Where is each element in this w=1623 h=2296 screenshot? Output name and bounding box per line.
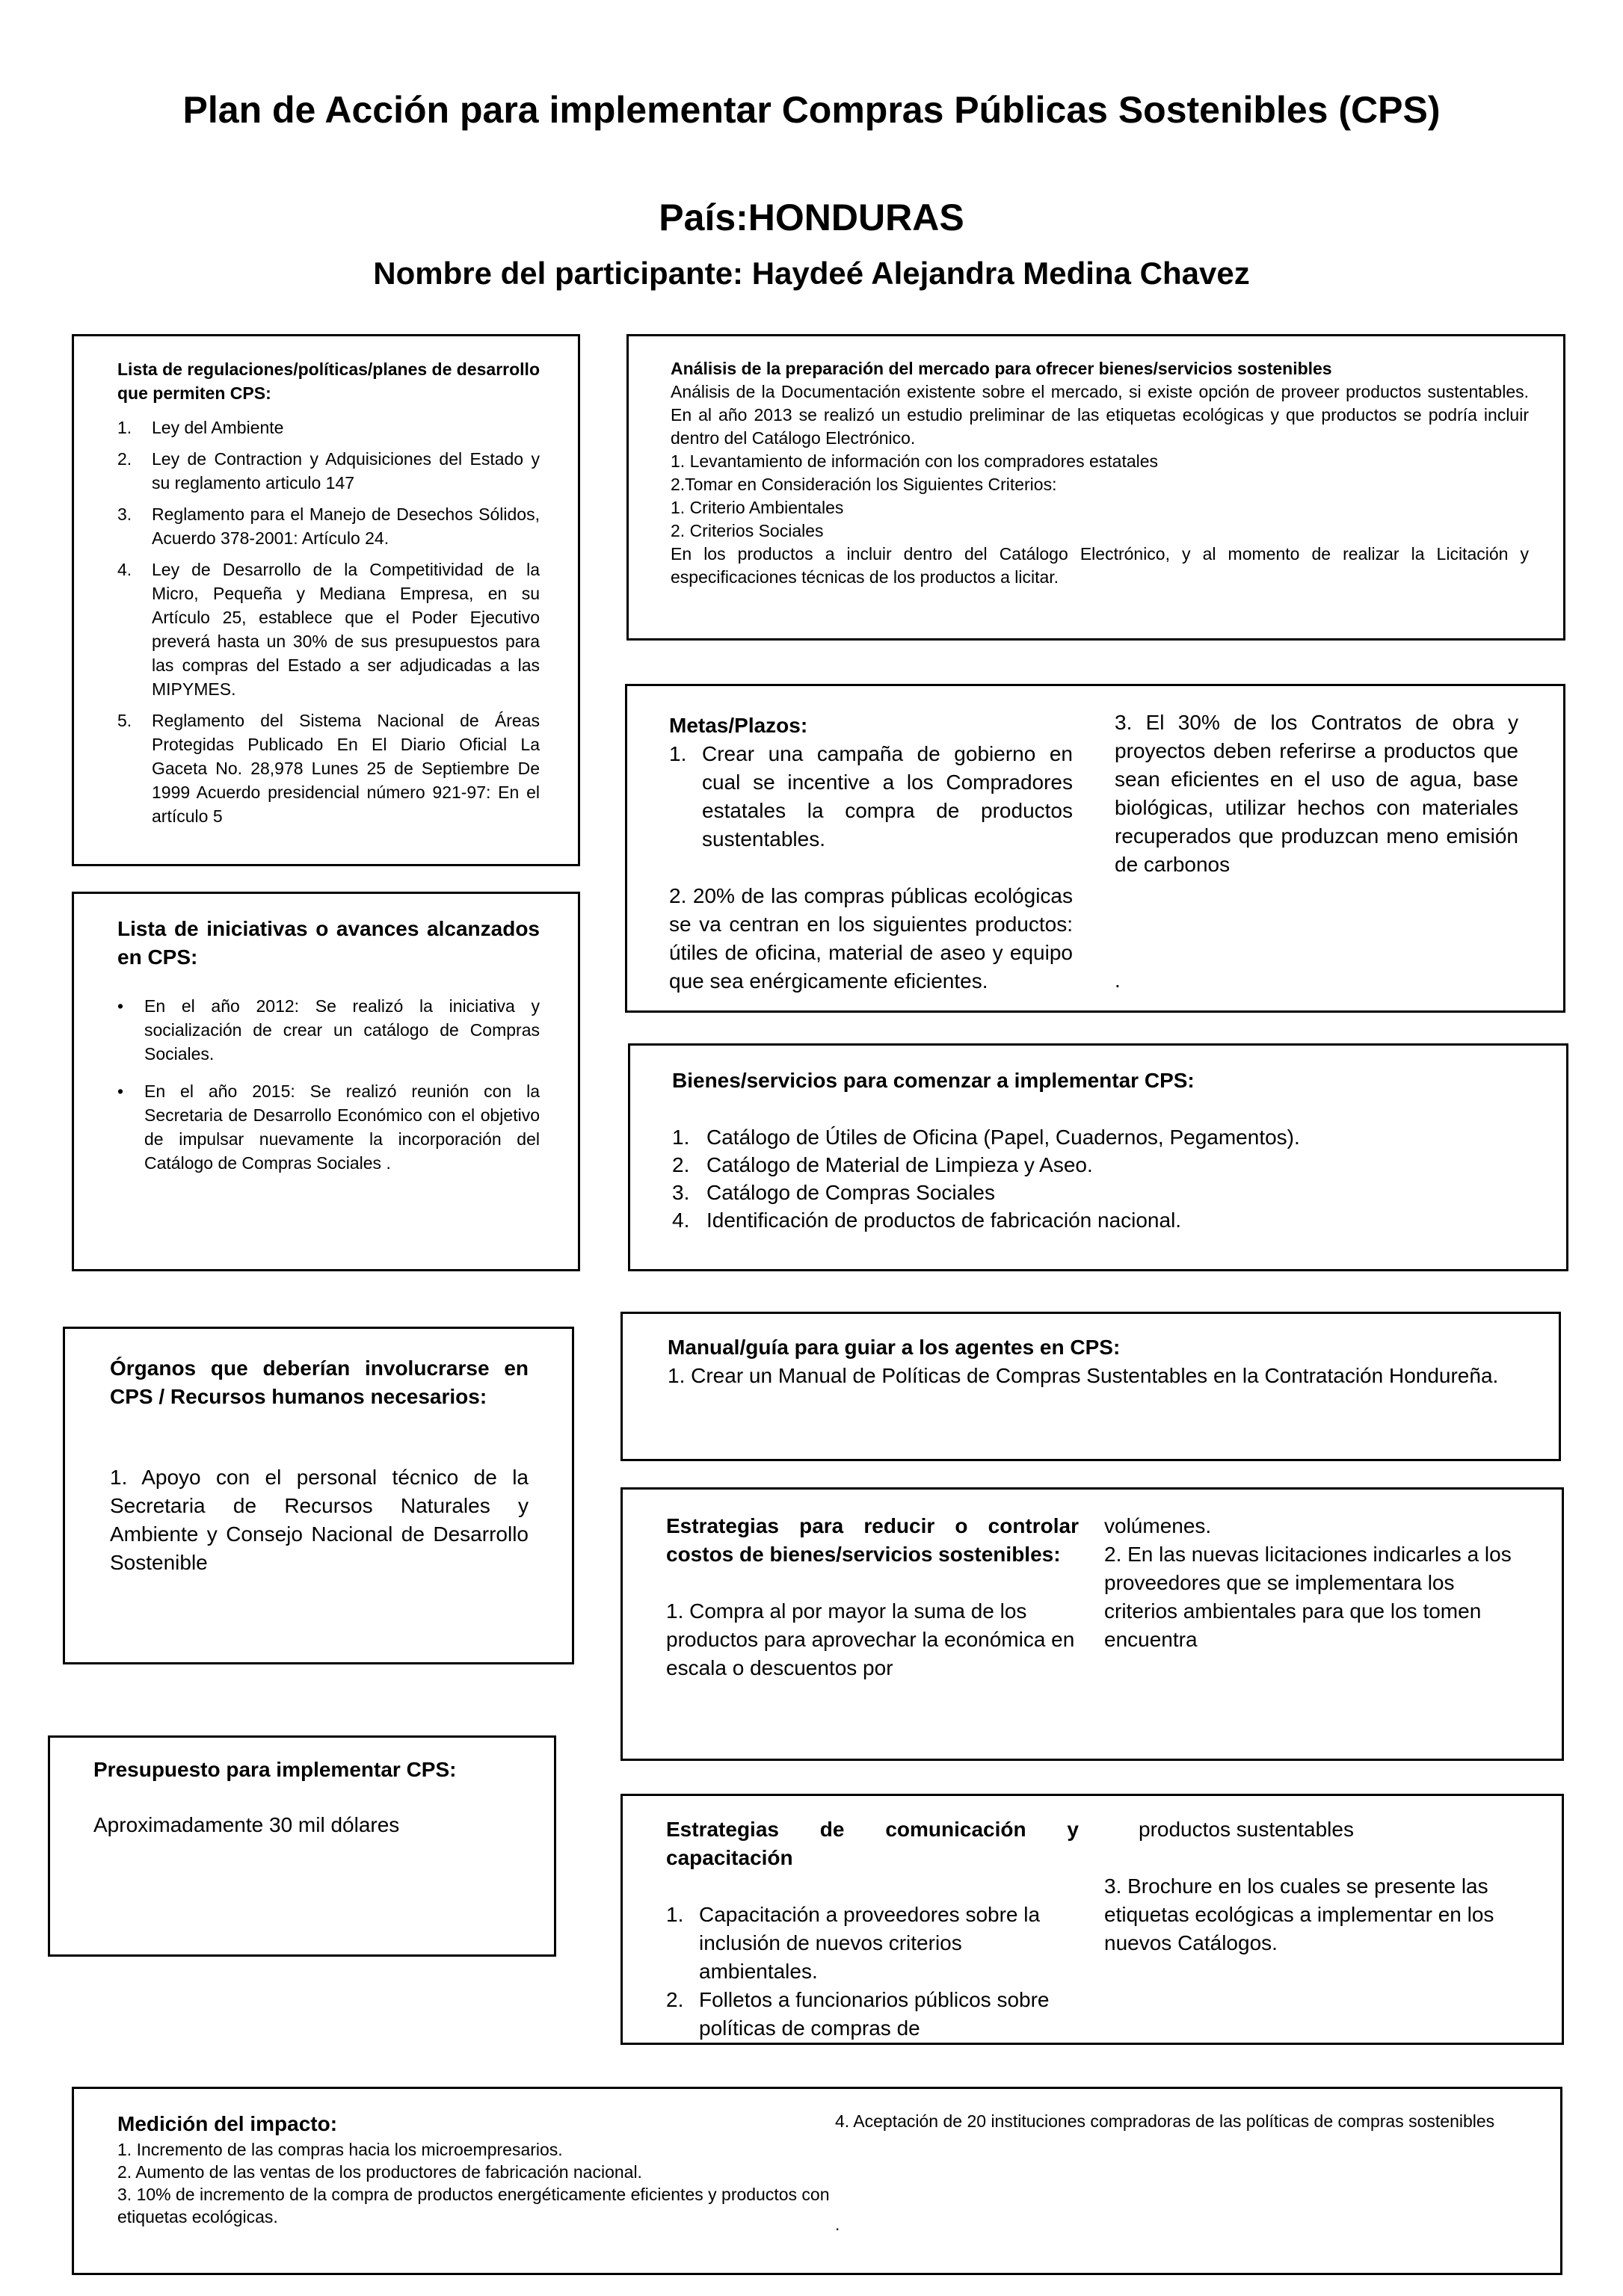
medicion-line-2: 2. Aumento de las ventas de los productores de fabricación nacional. <box>117 2162 642 2182</box>
bienes-box <box>628 1043 1568 1271</box>
iniciativas-box <box>72 892 580 1271</box>
list-item: 4. Identificación de productos de fabricación nacional. <box>672 1209 1182 1232</box>
manual-heading: Manual/guía para guiar a los agentes en CPS: <box>668 1336 1121 1359</box>
comunicacion-right-2: 3. Brochure en los cuales se presente las etiquetas ecológicas a implementar en los nuevos Catálogos. <box>1104 1874 1494 1954</box>
organos-box <box>63 1327 574 1664</box>
analisis-paragraph: Análisis de la Documentación existente sobre el mercado, si existe opción de proveer productos sustentables. En al año 2013 se realizó un estudio preliminar de las etiquetas ecológicas y que productos se podría incluir dentro del Catálogo Electrónico. <box>671 382 1529 448</box>
analisis-closing: En los productos a incluir dentro del Catálogo Electrónico, y al momento de realizar la Licitación y especificaciones técnicas de los productos a licitar. <box>671 544 1529 587</box>
regulaciones-list <box>117 416 540 828</box>
list-item: 2. Catálogo de Material de Limpieza y Aseo. <box>672 1153 1093 1176</box>
participant-heading: Nombre del participante: Haydeé Alejandra Medina Chavez <box>373 256 1250 291</box>
medicion-dot: . <box>835 2215 840 2234</box>
analisis-heading: Análisis de la preparación del mercado para ofrecer bienes/servicios sostenibles <box>671 359 1332 378</box>
list-item: 5. Reglamento del Sistema Nacional de Áreas Protegidas Publicado En El Diario Oficial La Gaceta No. 28,978 Lunes 25 de Septiembre De 1999 Acuerdo presidencial número 921-97: En el artículo 5 <box>117 711 540 826</box>
medicion-line-3: 3. 10% de incremento de la compra de productos energéticamente eficientes y productos con etiquetas ecológicas. <box>117 2185 830 2226</box>
comunicacion-box <box>620 1794 1564 2045</box>
manual-body: 1. Crear un Manual de Políticas de Compras Sustentables en la Contratación Hondureña. <box>668 1364 1499 1387</box>
list-item: 2. Ley de Contraction y Adquisiciones del Estado y su reglamento articulo 147 <box>117 449 540 493</box>
metas-box <box>625 684 1565 1013</box>
estrategias-costos-heading: Estrategias para reducir o controlar costos de bienes/servicios sostenibles: <box>666 1514 1079 1566</box>
metas-item-3: 3. El 30% de los Contratos de obra y proyectos deben referirse a productos que sean eficientes en el uso de agua, base biológicas, utilizar hechos con materiales recuperados que produzcan meno emisión de carbonos <box>1115 711 1518 876</box>
comunicacion-list <box>666 1901 1079 2043</box>
presupuesto-box <box>48 1735 556 1957</box>
list-item: 4. Ley de Desarrollo de la Competitividad de la Micro, Pequeña y Mediana Empresa, en su Artículo 25, establece que el Poder Ejecutivo preverá hasta un 30% de sus presupuestos para las compras del Estado a ser adjudicadas a las MIPYMES. <box>117 560 540 699</box>
country-heading: País:HONDURAS <box>659 197 964 238</box>
analisis-line-3: 1. Criterio Ambientales <box>671 498 844 517</box>
list-item: 1. Ley del Ambiente <box>117 418 284 437</box>
metas-item-2: 2. 20% de las compras públicas ecológicas se va centran en los siguientes productos: útiles de oficina, material de aseo y equipo que sea enérgicamente eficientes. <box>669 884 1073 993</box>
metas-item-1: 1. Crear una campaña de gobierno en cual se incentive a los Compradores estatales la compra de productos sustentables. <box>669 742 1073 851</box>
manual-box <box>620 1312 1561 1461</box>
analisis-line-2: 2.Tomar en Consideración los Siguientes Criterios: <box>671 475 1057 494</box>
comunicacion-right-1: productos sustentables <box>1139 1818 1354 1841</box>
list-item: • En el año 2015: Se realizó reunión con la Secretaria de Desarrollo Económico con el objetivo de impulsar nuevamente la incorporación del Catálogo de Compras Sociales . <box>117 1081 540 1173</box>
iniciativas-heading: Lista de iniciativas o avances alcanzados en CPS: <box>117 917 540 969</box>
analisis-box <box>626 334 1565 641</box>
estrategias-costos-left: 1. Compra al por mayor la suma de los productos para aprovechar la económica en escala o descuentos por <box>666 1599 1075 1679</box>
estrategias-costos-box <box>620 1487 1564 1761</box>
list-item: 1. Catálogo de Útiles de Oficina (Papel, Cuadernos, Pegamentos). <box>672 1126 1300 1149</box>
analisis-line-4: 2. Criterios Sociales <box>671 521 824 540</box>
estrategias-costos-right-1: volúmenes. <box>1104 1514 1212 1537</box>
medicion-box <box>72 2087 1562 2275</box>
organos-body: 1. Apoyo con el personal técnico de la Secretaria de Recursos Naturales y Ambiente y Consejo Nacional de Desarrollo Sostenible <box>110 1466 529 1574</box>
estrategias-costos-right-2: 2. En las nuevas licitaciones indicarles a los proveedores que se implementara los criterios ambientales para que los tomen encuentra <box>1104 1543 1512 1651</box>
presupuesto-heading: Presupuesto para implementar CPS: <box>93 1758 457 1781</box>
list-item: 2. Folletos a funcionarios públicos sobre políticas de compras de <box>666 1988 1050 2040</box>
medicion-right: 4. Aceptación de 20 instituciones compradoras de las políticas de compras sostenibles <box>835 2111 1495 2131</box>
regulaciones-heading: Lista de regulaciones/políticas/planes de desarrollo que permiten CPS: <box>117 359 540 403</box>
bienes-list <box>672 1123 1524 1234</box>
analisis-line-1: 1. Levantamiento de información con los compradores estatales <box>671 451 1159 471</box>
page-title: Plan de Acción para implementar Compras Públicas Sostenibles (CPS) <box>182 89 1441 131</box>
organos-heading: Órganos que deberían involucrarse en CPS / Recursos humanos necesarios: <box>110 1357 529 1408</box>
iniciativas-list <box>117 994 540 1175</box>
presupuesto-body: Aproximadamente 30 mil dólares <box>93 1813 400 1836</box>
list-item: • En el año 2012: Se realizó la iniciativa y socialización de crear un catálogo de Compras Sociales. <box>117 996 540 1064</box>
list-item: 3. Reglamento para el Manejo de Desechos Sólidos, Acuerdo 378-2001: Artículo 24. <box>117 504 540 548</box>
list-item: 3. Catálogo de Compras Sociales <box>672 1181 995 1204</box>
medicion-heading: Medición del impacto: <box>117 2112 338 2135</box>
list-item: 1. Capacitación a proveedores sobre la inclusión de nuevos criterios ambientales. <box>666 1903 1041 1983</box>
metas-heading: Metas/Plazos: <box>669 714 808 737</box>
regulaciones-box <box>72 334 580 866</box>
metas-dot: . <box>1115 969 1121 992</box>
bienes-heading: Bienes/servicios para comenzar a implementar CPS: <box>672 1069 1195 1092</box>
medicion-line-1: 1. Incremento de las compras hacia los microempresarios. <box>117 2140 563 2159</box>
comunicacion-heading: Estrategias de comunicación y capacitación <box>666 1818 1079 1869</box>
